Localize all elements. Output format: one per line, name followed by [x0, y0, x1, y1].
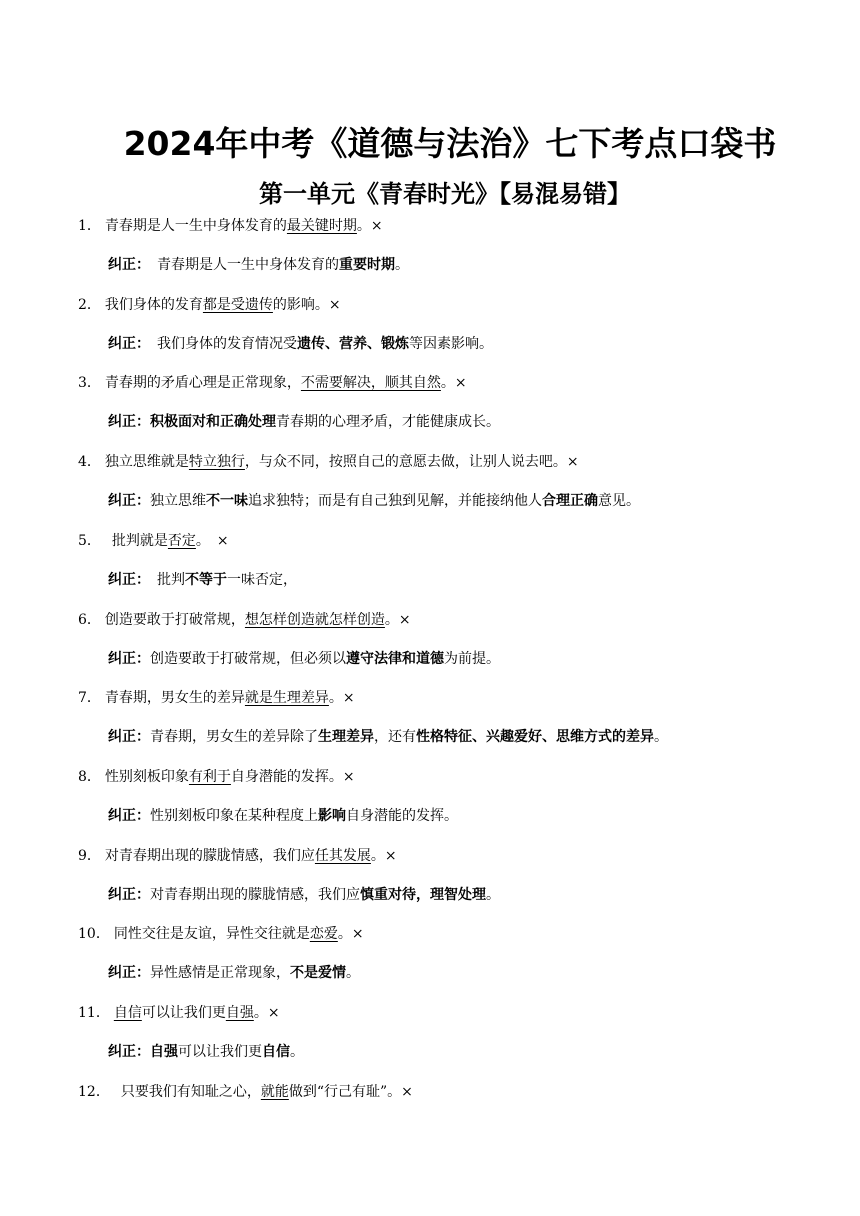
item-number: 9．: [78, 847, 101, 864]
bold-key-text: 合理正确: [542, 493, 598, 510]
question-item: [78, 688, 355, 708]
item-number: 10．: [78, 926, 110, 943]
text-segment: 。×: [440, 375, 467, 392]
text-segment: 等因素影响。: [409, 335, 493, 352]
text-segment: 对青春期出现的朦胧情感，我们应: [150, 886, 360, 903]
text-segment: 性别刻板印象在某种程度上: [150, 807, 318, 824]
underlined-error-text: 恋爱: [309, 926, 338, 943]
text-segment: 对青春期出现的朦胧情感，我们应: [104, 847, 315, 864]
underlined-error-text: 想怎样创造就怎样创造: [244, 611, 385, 628]
bold-key-text: 影响: [318, 807, 346, 824]
bold-key-text: 遵守法律和道德: [346, 650, 444, 667]
bold-key-text: 慎重对待，理智处理: [360, 886, 486, 903]
text-segment: 青春期的心理矛盾，才能健康成长。: [276, 414, 500, 431]
item-number: 4．: [78, 454, 101, 471]
text-segment: 一味否定，: [227, 571, 297, 588]
text-segment: 。×: [337, 926, 364, 943]
underlined-error-text: 任其发展: [314, 847, 371, 864]
bold-key-text: 纠正：: [108, 650, 150, 667]
text-segment: 自身潜能的发挥。×: [230, 768, 355, 785]
text-segment: 创造要敢于打破常规，但必须以: [150, 650, 346, 667]
underlined-error-text: 特立独行: [188, 454, 245, 471]
text-segment: 。 ×: [195, 532, 229, 549]
underlined-error-text: 就能: [260, 1083, 289, 1100]
correction-line: [108, 885, 500, 905]
text-segment: 。: [346, 965, 360, 982]
page-title: 2024年中考《道德与法治》七下考点口袋书: [123, 124, 777, 163]
correction-line: [108, 649, 500, 669]
underlined-error-text: 否定: [167, 532, 196, 549]
underlined-error-text: 有利于: [188, 768, 231, 785]
underlined-error-text: 都是受遗传: [202, 296, 273, 313]
text-segment: 我们身体的发育情况受: [143, 335, 297, 352]
text-segment: ，还有: [374, 729, 416, 746]
correction-line: [108, 334, 493, 354]
bold-key-text: 自信: [262, 1044, 290, 1060]
text-segment: 为前提。: [444, 650, 500, 667]
bold-key-text: 纠正：: [108, 965, 150, 982]
bold-key-text: 纠正：: [108, 493, 150, 510]
text-segment: 意见。: [598, 493, 640, 510]
bold-key-text: 不是爱情: [290, 965, 346, 982]
text-segment: 青春期是人一生中身体发育的: [104, 218, 287, 234]
correction-line: [108, 963, 360, 983]
text-segment: 异性感情是正常现象，: [150, 965, 290, 982]
text-segment: 批判就是: [97, 532, 168, 549]
text-segment: 做到“行己有耻”。×: [288, 1083, 413, 1100]
text-segment: 。×: [356, 218, 383, 234]
bold-key-text: 纠正：: [108, 886, 150, 903]
text-segment: 我们身体的发育: [104, 296, 203, 313]
bold-key-text: 生理差异: [318, 729, 374, 746]
text-segment: 自身潜能的发挥。: [346, 807, 458, 824]
bold-key-text: 纠正：: [108, 729, 150, 746]
bold-key-text: 纠正：: [108, 1044, 150, 1060]
text-segment: 青春期是人一生中身体发育的: [143, 257, 339, 273]
question-item: [78, 1082, 413, 1102]
item-number: 2．: [78, 296, 101, 313]
text-segment: 。: [486, 886, 500, 903]
question-item: [78, 1003, 280, 1023]
bold-key-text: 遗传、营养、锻炼: [297, 335, 409, 352]
bold-key-text: 纠正：: [108, 571, 143, 588]
text-segment: 。×: [328, 690, 355, 707]
question-item: [78, 767, 355, 787]
item-number: 8．: [78, 768, 101, 785]
text-segment: 青春期的矛盾心理是正常现象，: [104, 375, 301, 392]
text-segment: 。: [395, 257, 409, 273]
correction-line: [108, 491, 640, 511]
text-segment: 的影响。×: [272, 296, 341, 313]
question-item: [78, 846, 397, 866]
correction-line: [108, 412, 500, 432]
item-number: 1．: [78, 218, 101, 234]
unit-subtitle: 第一单元《青春时光》【易混易错】: [259, 180, 631, 208]
underlined-error-text: 自强: [225, 1005, 254, 1021]
bold-key-text: 纠正：积极面对和正确处理: [108, 414, 276, 431]
bold-key-text: 纠正：: [108, 335, 143, 352]
bold-key-text: 纠正：: [108, 257, 143, 273]
underlined-error-text: 自信: [113, 1005, 142, 1021]
bold-key-text: 重要时期: [339, 257, 395, 273]
item-number: 3．: [78, 375, 101, 392]
correction-line: [108, 727, 668, 747]
text-segment: 。×: [384, 611, 411, 628]
text-segment: 。×: [253, 1005, 280, 1021]
correction-line: [108, 255, 409, 275]
underlined-error-text: 不需要解决，顺其自然: [300, 375, 441, 392]
question-item: [78, 924, 364, 944]
bold-key-text: 不等于: [185, 571, 227, 588]
item-number: 7．: [78, 690, 101, 707]
item-number: 5．: [78, 532, 94, 549]
text-segment: 追求独特；而是有自己独到见解，并能接纳他人: [248, 493, 542, 510]
question-item: [78, 531, 229, 551]
text-segment: 同性交往是友谊，异性交往就是: [113, 926, 310, 943]
text-segment: 创造要敢于打破常规，: [104, 611, 245, 628]
question-item: [78, 373, 467, 393]
text-segment: 。×: [370, 847, 397, 864]
item-number: 11．: [78, 1005, 110, 1021]
text-segment: 性别刻板印象: [104, 768, 189, 785]
underlined-error-text: 最关键时期: [286, 218, 357, 234]
text-segment: 只要我们有知耻之心，: [106, 1083, 261, 1100]
question-item: [78, 216, 383, 236]
question-item: [78, 295, 341, 315]
bold-key-text: 纠正：: [108, 807, 150, 824]
text-segment: 批判: [143, 571, 185, 588]
text-segment: 可以让我们更: [141, 1005, 226, 1021]
bold-key-text: 自强: [150, 1044, 178, 1060]
text-segment: 。: [654, 729, 668, 746]
text-segment: 。: [290, 1044, 304, 1060]
text-segment: 独立思维就是: [104, 454, 189, 471]
correction-line: [108, 1042, 304, 1062]
bold-key-text: 性格特征、兴趣爱好、思维方式的差异: [416, 729, 654, 746]
text-segment: 可以让我们更: [178, 1044, 262, 1060]
bold-key-text: 不一味: [206, 493, 248, 510]
item-number: 12．: [78, 1083, 103, 1100]
question-item: [78, 452, 579, 472]
correction-line: [108, 570, 297, 590]
item-number: 6．: [78, 611, 101, 628]
text-segment: 青春期，男女生的差异: [104, 690, 245, 707]
text-segment: 独立思维: [150, 493, 206, 510]
underlined-error-text: 就是生理差异: [244, 690, 329, 707]
correction-line: [108, 806, 458, 826]
text-segment: 青春期，男女生的差异除了: [150, 729, 318, 746]
question-item: [78, 610, 411, 630]
text-segment: ，与众不同，按照自己的意愿去做，让别人说去吧。×: [244, 454, 579, 471]
